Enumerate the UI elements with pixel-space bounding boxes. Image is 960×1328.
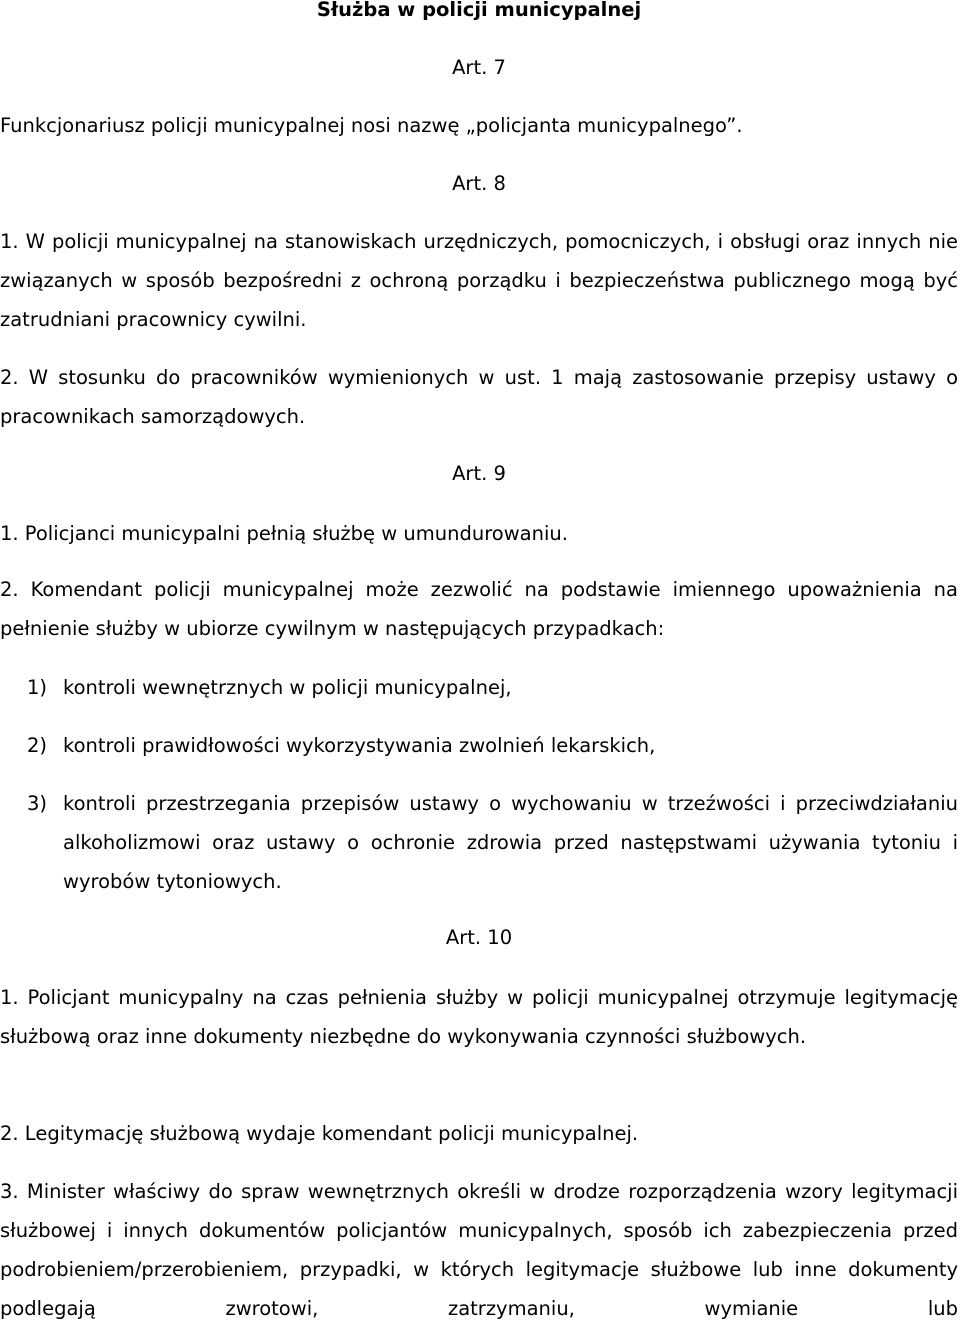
list-item-text: kontroli przestrzegania przepisów ustawy o wychowaniu w trzeźwości i przeciwdziałaniu alkoholizmowi oraz ustawy o ochronie zdrowia przed następstwami używania tytoniu i wyrobów tytoniowych. [63,792,958,893]
art-9-heading: Art. 9 [452,462,506,485]
art-10-paragraph-3: 3. Minister właściwy do spraw wewnętrznych określi w drodze rozporządzenia wzory legitymacji służbowej i innych dokumentów policjantów municypalnych, sposób ich zabezpieczenia przed podrobieniem/przerobieniem, przypadki, w których legitymacje służbowe lub inne dokumenty podlegają zwrotowi, zatrzymaniu, wymianie lub [0,1180,958,1320]
list-item-number: 2) [27,734,48,757]
art-10-heading: Art. 10 [445,926,513,949]
list-item [0,784,958,901]
list-item-number: 1) [27,676,48,699]
art-10-paragraph-1: 1. Policjant municypalny na czas pełnienia służby w policji municypalnej otrzymuje legitymację służbową oraz inne dokumenty niezbędne do wykonywania czynności służbowych. [0,986,958,1048]
list-item-number: 3) [27,792,48,815]
art-9-paragraph-2: 2. Komendant policji municypalnej może zezwolić na podstawie imiennego upoważnienia na pełnienie służby w ubiorze cywilnym w następujących przypadkach: [0,578,958,640]
art-7-heading: Art. 7 [452,56,506,79]
list-item [0,668,958,707]
list-item-text: kontroli wewnętrznych w policji municypalnej, [63,676,512,699]
art-10-paragraph-2: 2. Legitymację służbową wydaje komendant policji municypalnej. [0,1122,639,1145]
art-8-paragraph-2: 2. W stosunku do pracowników wymienionych w ust. 1 mają zastosowanie przepisy ustawy o pracownikach samorządowych. [0,366,958,428]
art-8-heading: Art. 8 [452,172,506,195]
list-item [0,726,958,765]
list-item-text: kontroli prawidłowości wykorzystywania zwolnień lekarskich, [63,734,656,757]
art-9-paragraph-1: 1. Policjanci municypalni pełnią służbę w umundurowaniu. [0,522,568,545]
document-title: Służba w policji municypalnej [316,0,642,21]
art-7-text: Funkcjonariusz policji municypalnej nosi nazwę „policjanta municypalnego”. [0,114,743,137]
art-8-paragraph-1: 1. W policji municypalnej na stanowiskach urzędniczych, pomocniczych, i obsługi oraz innych nie związanych w sposób bezpośredni z ochroną porządku i bezpieczeństwa publicznego mogą być zatrudniani pracownicy cywilni. [0,230,958,331]
